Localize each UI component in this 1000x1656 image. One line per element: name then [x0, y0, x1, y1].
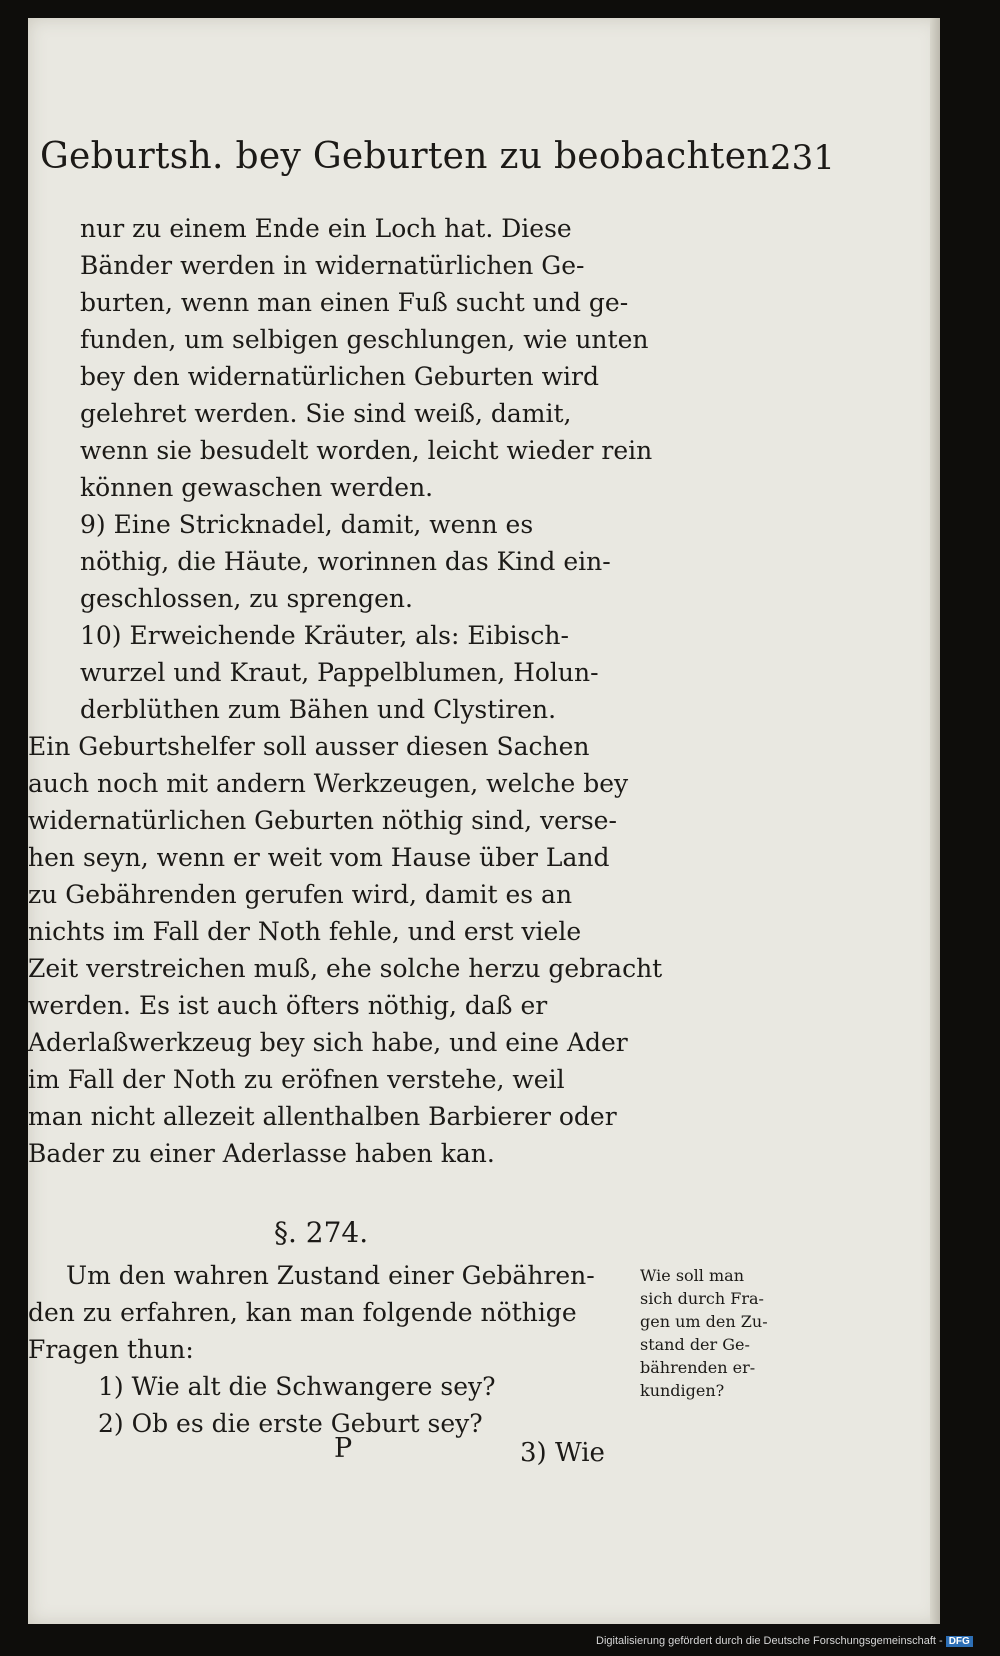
running-title: Geburtsh. bey Geburten zu beobachten.	[40, 136, 782, 177]
section-heading: §. 274.	[274, 1216, 369, 1249]
text-line: Zeit verstreichen muß, ehe solche herzu gebracht	[28, 954, 663, 983]
text-line: Ein Geburtshelfer soll ausser diesen Sachen	[28, 732, 590, 761]
text-line: 9) Eine Stricknadel, damit, wenn es	[80, 510, 534, 539]
text-line: geschlossen, zu sprengen.	[80, 584, 413, 613]
text-line: nichts im Fall der Noth fehle, und erst viele	[28, 917, 582, 946]
text-line: auch noch mit andern Werkzeugen, welche bey	[28, 769, 629, 798]
text-line: Aderlaßwerkzeug bey sich habe, und eine Ader	[28, 1028, 628, 1057]
marginal-note-line: Wie soll man	[640, 1266, 745, 1285]
text-line: werden. Es ist auch öfters nöthig, daß er	[28, 991, 548, 1020]
marginal-note-line: stand der Ge-	[640, 1335, 750, 1354]
signature-mark: P	[334, 1433, 353, 1464]
dfg-logo: DFG	[946, 1636, 973, 1647]
marginal-note-line: kundigen?	[640, 1381, 725, 1400]
section-line: 1) Wie alt die Schwangere sey?	[98, 1372, 496, 1401]
text-line: derblüthen zum Bähen und Clystiren.	[80, 695, 557, 724]
section-line: den zu erfahren, kan man folgende nöthige	[28, 1298, 577, 1327]
text-line: zu Gebährenden gerufen wird, damit es an	[28, 880, 573, 909]
text-line: wenn sie besudelt worden, leicht wieder rein	[80, 436, 653, 465]
marginal-note-line: bährenden er-	[640, 1358, 756, 1377]
text-line: wurzel und Kraut, Pappelblumen, Holun-	[80, 658, 599, 687]
text-line: können gewaschen werden.	[80, 473, 434, 502]
catchword: 3) Wie	[520, 1438, 605, 1468]
text-line: hen seyn, wenn er weit vom Hause über Land	[28, 843, 610, 872]
text-line: gelehret werden. Sie sind weiß, damit,	[80, 399, 572, 428]
page-number: 231	[770, 138, 835, 178]
text-line: Bader zu einer Aderlasse haben kan.	[28, 1139, 495, 1168]
text-line: bey den widernatürlichen Geburten wird	[80, 362, 599, 391]
page-gutter	[930, 18, 940, 1624]
text-line: Bänder werden in widernatürlichen Ge-	[80, 251, 585, 280]
section-line: Um den wahren Zustand einer Gebähren-	[66, 1261, 595, 1290]
text-line: 10) Erweichende Kräuter, als: Eibisch-	[80, 621, 569, 650]
text-line: nöthig, die Häute, worinnen das Kind ein-	[80, 547, 611, 576]
text-line: widernatürlichen Geburten nöthig sind, verse-	[28, 806, 617, 835]
section-line: Fragen thun:	[28, 1335, 194, 1364]
text-line: nur zu einem Ende ein Loch hat. Diese	[80, 214, 572, 243]
book-page	[28, 18, 940, 1624]
text-line: man nicht allezeit allenthalben Barbierer oder	[28, 1102, 617, 1131]
marginal-note-line: sich durch Fra-	[640, 1289, 764, 1308]
credit-text: Digitalisierung gefördert durch die Deutsche Forschungsgemeinschaft -	[596, 1635, 943, 1647]
text-line: burten, wenn man einen Fuß sucht und ge-	[80, 288, 629, 317]
text-line: im Fall der Noth zu eröfnen verstehe, weil	[28, 1065, 565, 1094]
text-line: funden, um selbigen geschlungen, wie unten	[80, 325, 649, 354]
digitization-credit	[596, 1635, 973, 1647]
marginal-note-line: gen um den Zu-	[640, 1312, 768, 1331]
section-line: 2) Ob es die erste Geburt sey?	[98, 1409, 483, 1438]
